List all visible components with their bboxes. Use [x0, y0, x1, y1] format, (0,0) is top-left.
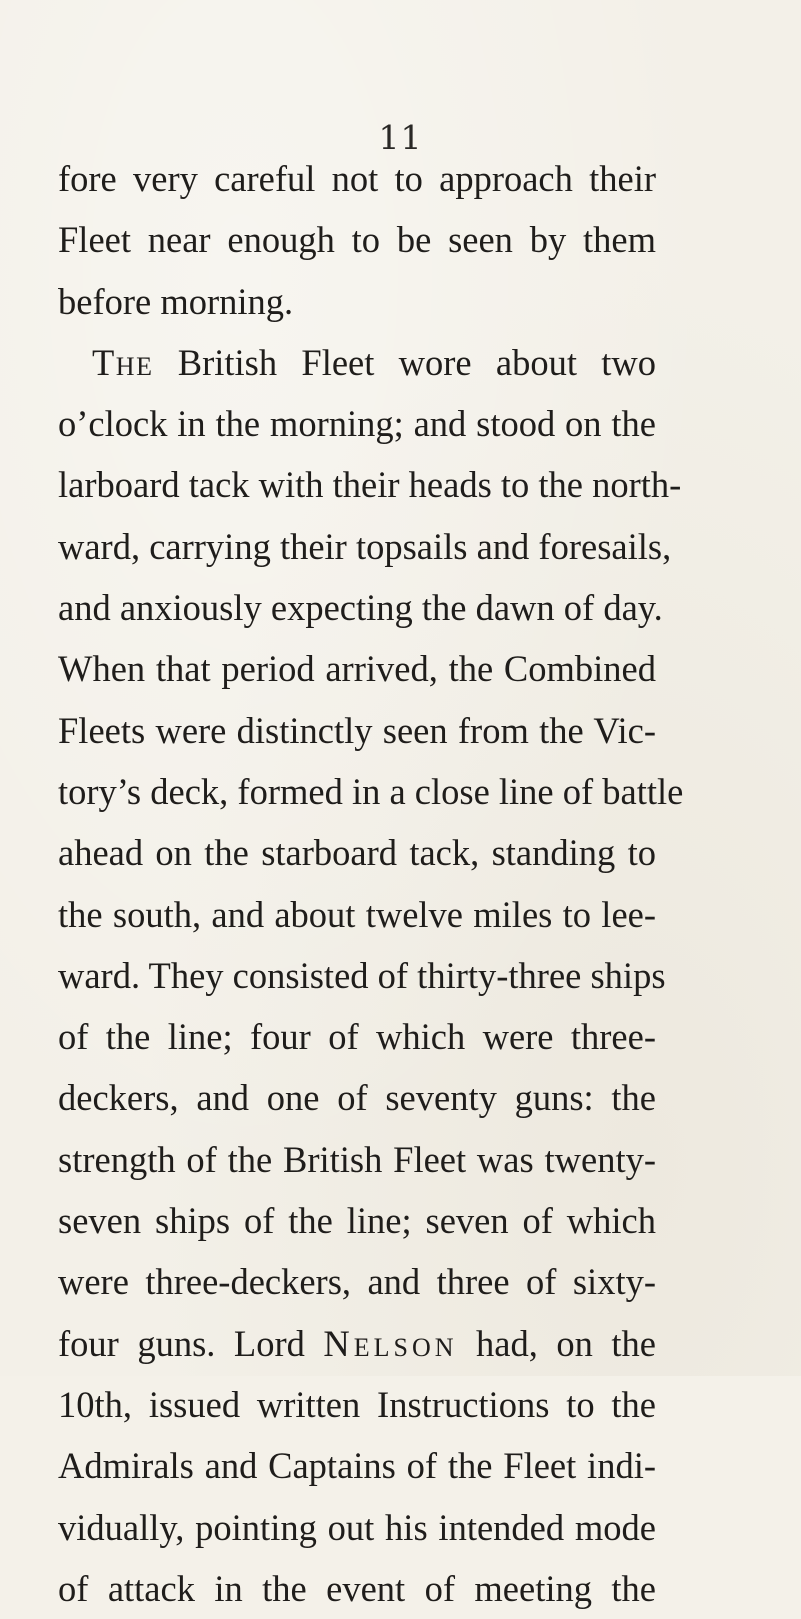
text-line: tory’s deck, formed in a close line of battle — [58, 770, 684, 812]
text-span: had, on the — [457, 1322, 656, 1364]
text-line: before morning. — [58, 280, 294, 322]
body-text — [58, 148, 684, 1619]
paragraph-lead-word: The — [92, 341, 154, 383]
text-line: of attack in the event of meeting the — [58, 1567, 656, 1609]
text-line: seven ships of the line; seven of which — [58, 1200, 656, 1242]
text-line: deckers, and one of seventy guns: the — [58, 1077, 656, 1119]
text-line — [58, 332, 656, 393]
text-line: ward. They consisted of thirty-three ships — [58, 954, 666, 996]
text-line: strength of the British Fleet was twenty- — [58, 1138, 656, 1180]
text-span: four guns. Lord — [58, 1322, 324, 1364]
text-line: vidually, pointing out his intended mode — [58, 1506, 656, 1548]
text-line: Fleet near enough to be seen by them — [58, 219, 656, 261]
text-line: 10th, issued written Instructions to the — [58, 1383, 656, 1425]
text-line: were three-deckers, and three of sixty- — [58, 1261, 656, 1303]
text-line: fore very careful not to approach their — [58, 158, 656, 199]
text-line — [58, 1313, 656, 1374]
text-line: the south, and about twelve miles to lee- — [58, 893, 656, 935]
text-line: Admirals and Captains of the Fleet indi- — [58, 1445, 656, 1487]
text-line: ward, carrying their topsails and foresails, — [58, 525, 672, 567]
text-line: and anxiously expecting the dawn of day. — [58, 587, 663, 629]
text-line: When that period arrived, the Combined — [58, 648, 656, 690]
text-line: larboard tack with their heads to the north- — [58, 464, 682, 506]
text-line: of the line; four of which were three- — [58, 1016, 656, 1058]
page-number: 11 — [378, 118, 423, 157]
text-line: o’clock in the morning; and stood on the — [58, 403, 656, 445]
text-span: British Fleet wore about two — [153, 341, 656, 383]
text-line: Fleets were distinctly seen from the Vic- — [58, 709, 656, 751]
text-line: ahead on the starboard tack, standing to — [58, 832, 656, 874]
name-nelson: Nelson — [323, 1322, 458, 1364]
